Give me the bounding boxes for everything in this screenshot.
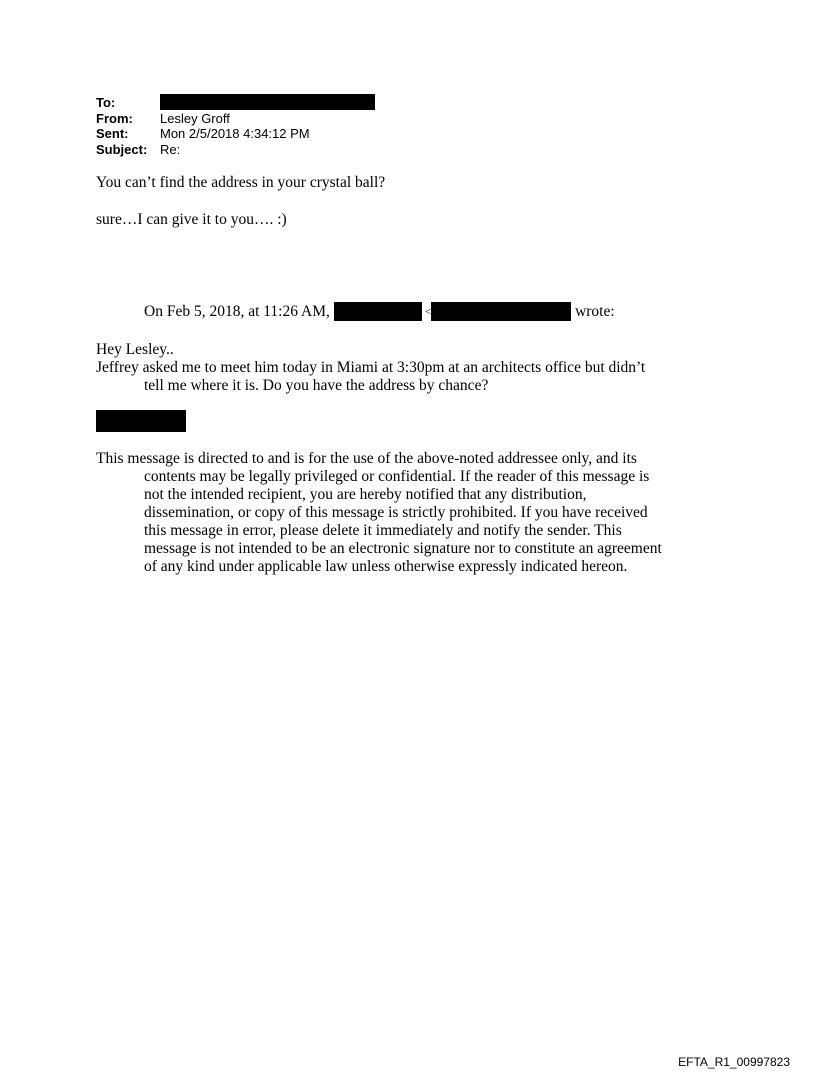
subject-label: Subject: xyxy=(96,141,148,157)
sender-name-redaction xyxy=(334,302,422,321)
quoted-message xyxy=(96,341,666,395)
header-row-sent xyxy=(96,126,375,142)
header-row-subject xyxy=(96,142,375,158)
to-redaction xyxy=(160,94,375,110)
quote-intro: On Feb 5, 2018, at 11:26 AM, xyxy=(144,302,330,320)
quote-attribution xyxy=(144,302,615,321)
subject-value: Re: xyxy=(160,141,181,157)
to-label: To: xyxy=(96,95,116,111)
document-id: EFTA_R1_00997823 xyxy=(678,1055,790,1069)
from-value: Lesley Groff xyxy=(160,110,230,126)
disclaimer-text: This message is directed to and is for the use of the above-noted addressee only, and its contents may be legally privileged or confidential. If the reader of this message is not the intended recipient, you are hereby notified that any distribution, dissemination, or copy of this message is strictly prohibited. If you have received this message in error, please delete it immediately and notify the sender. This message is not intended to be an electronic signature nor to constitute an agreement of any kind under applicable law unless otherwise expressly indicated hereon. xyxy=(96,450,662,575)
header-row-to xyxy=(96,95,375,111)
disclaimer xyxy=(96,450,666,576)
quoted-greeting: Hey Lesley.. xyxy=(96,341,174,358)
quote-wrote: wrote: xyxy=(575,302,615,320)
header-row-from xyxy=(96,111,375,127)
from-label: From: xyxy=(96,110,133,126)
sent-value: Mon 2/5/2018 4:34:12 PM xyxy=(160,126,310,142)
signature-redaction xyxy=(96,410,186,432)
email-header xyxy=(96,95,375,157)
quote-lt: < xyxy=(424,305,432,318)
quoted-body: Jeffrey asked me to meet him today in Miami at 3:30pm at an architects office but didn’t tell me where it is. Do you have the address by chance? xyxy=(96,359,646,394)
sent-label: Sent: xyxy=(96,126,129,142)
reply-line-2: sure…I can give it to you…. :) xyxy=(96,211,287,228)
reply-line-1: You can’t find the address in your crystal ball? xyxy=(96,174,386,191)
sender-email-redaction xyxy=(431,302,571,321)
